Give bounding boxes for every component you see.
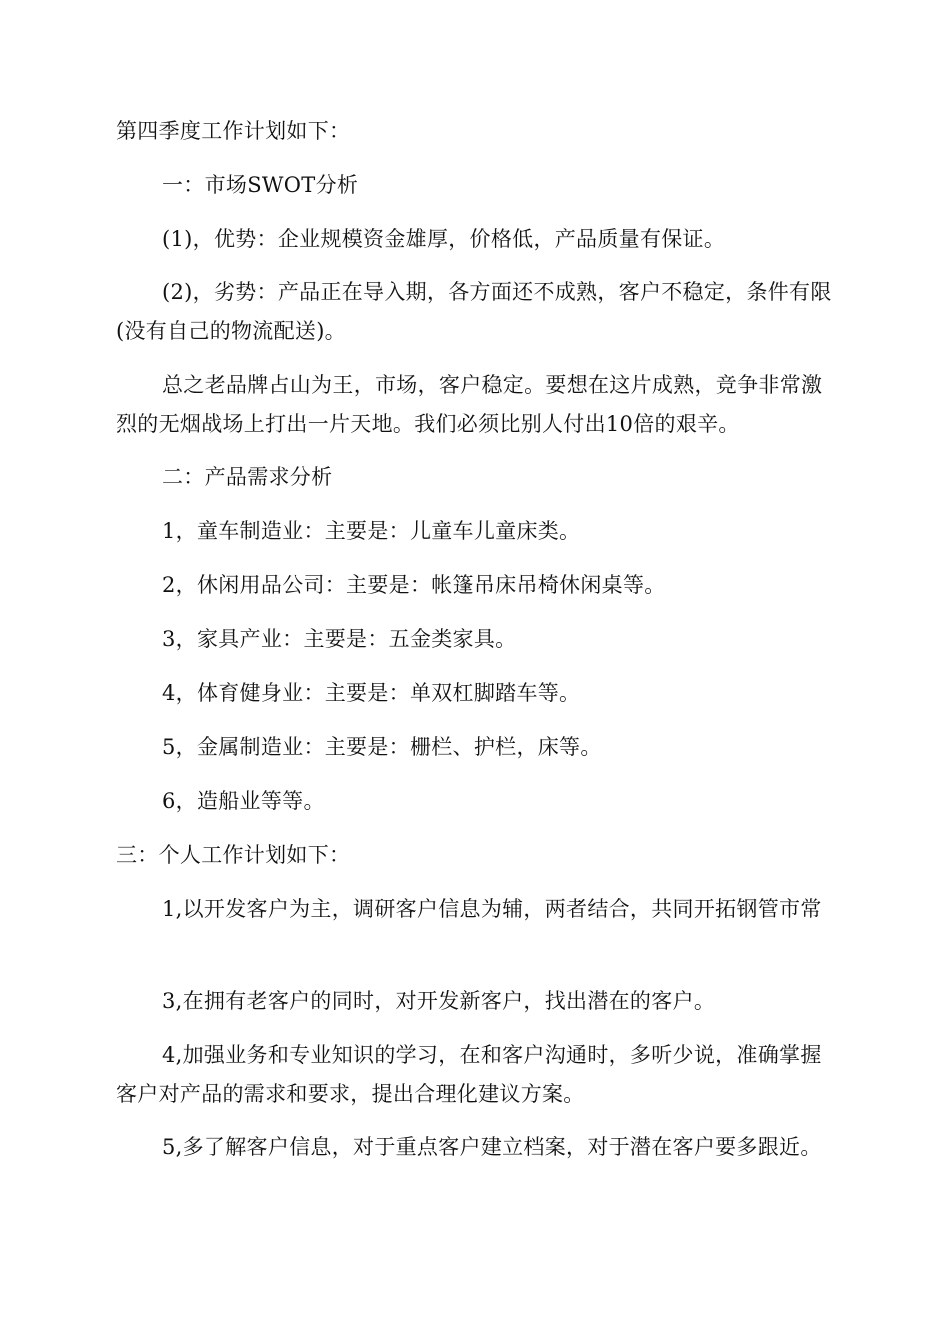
demand-item-6: 6，造船业等等。 [162, 789, 325, 813]
heading-q4-plan: 第四季度工作计划如下： [116, 119, 351, 143]
plan-item-4: 4,加强业务和专业知识的学习，在和客户沟通时，多听少说，准确掌握客户对产品的需求和要求，提出合理化建议方案。 [116, 1043, 822, 1106]
demand-item-4: 4，体育健身业：主要是：单双杠脚踏车等。 [162, 681, 581, 705]
swot-weakness: (2)，劣势：产品正在导入期，各方面还不成熟，客户不稳定，条件有限(没有自己的物流配送)。 [116, 280, 832, 343]
section-demand-title: 二：产品需求分析 [162, 465, 333, 489]
section-personal-plan-title: 三：个人工作计划如下： [116, 843, 351, 867]
section-swot-title: 一：市场SWOT分析 [162, 173, 359, 197]
plan-item-1: 1,以开发客户为主，调研客户信息为辅，两者结合，共同开拓钢管市常 [162, 897, 822, 921]
plan-item-3: 3,在拥有老客户的同时，对开发新客户，找出潜在的客户。 [162, 989, 716, 1013]
demand-item-5: 5，金属制造业：主要是：栅栏、护栏，床等。 [162, 735, 602, 759]
demand-item-1: 1，童车制造业：主要是：儿童车儿童床类。 [162, 519, 581, 543]
summary-paragraph: 总之老品牌占山为王，市场，客户稳定。要想在这片成熟，竞争非常激烈的无烟战场上打出一片天地。我们必须比别人付出10倍的艰辛。 [116, 373, 823, 436]
demand-item-3: 3，家具产业：主要是：五金类家具。 [162, 627, 517, 651]
demand-item-2: 2，休闲用品公司：主要是：帐篷吊床吊椅休闲桌等。 [162, 573, 666, 597]
plan-item-5: 5,多了解客户信息，对于重点客户建立档案，对于潜在客户要多跟近。 [162, 1135, 822, 1159]
swot-strength: (1)，优势：企业规模资金雄厚，价格低，产品质量有保证。 [162, 227, 726, 251]
